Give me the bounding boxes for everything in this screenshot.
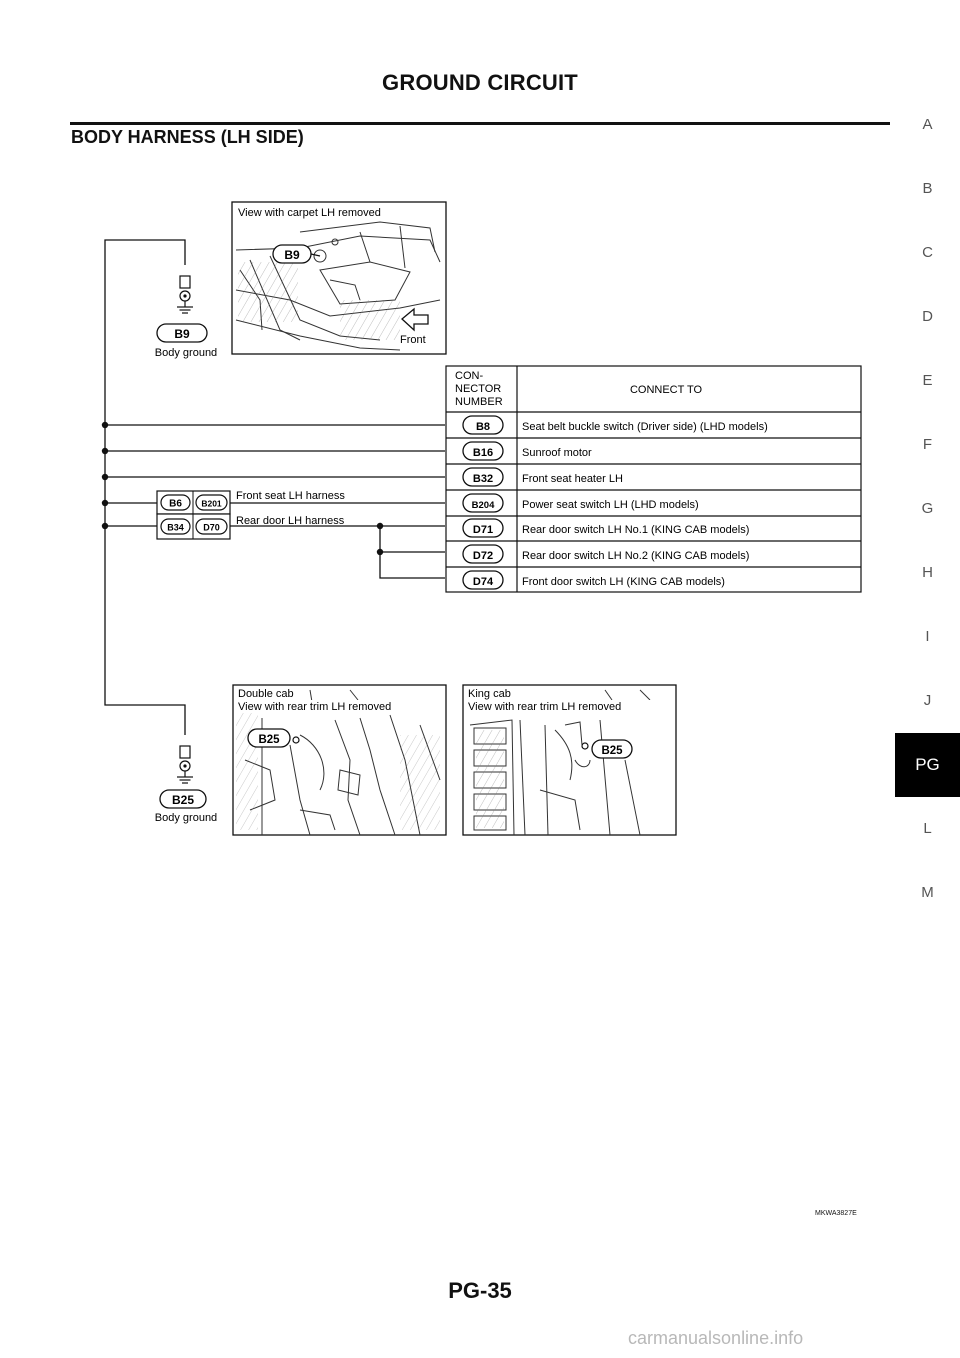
row-connector: D72: [472, 550, 494, 562]
view-connector-label: B25: [601, 745, 623, 757]
nav-item-e[interactable]: E: [922, 372, 933, 389]
harness-label: Front seat LH harness: [236, 490, 345, 502]
nav-item-i[interactable]: I: [925, 628, 930, 645]
page-number: PG-35: [448, 1278, 512, 1303]
ground-symbol-icon: [177, 276, 193, 313]
ground-label: Body ground: [154, 812, 218, 824]
table-row: [463, 442, 592, 460]
harness-left-connector: B34: [167, 522, 184, 533]
king-cab-view: [463, 685, 676, 835]
table-header: [455, 370, 703, 408]
table-row: [463, 545, 749, 563]
nav-item-m[interactable]: M: [921, 884, 934, 901]
nav-item-d[interactable]: D: [922, 308, 933, 325]
figure-id: MKWA3827E: [815, 1210, 857, 1217]
ground-connector-label: B25: [171, 793, 195, 807]
row-connect-to: Front seat heater LH: [522, 473, 623, 485]
table-header-connector-line2: NECTOR: [455, 383, 502, 395]
row-connector: B8: [475, 421, 491, 433]
ground-b9: [155, 276, 217, 359]
table-header-connector-line3: NUMBER: [455, 396, 503, 408]
harness-label: Rear door LH harness: [236, 515, 345, 527]
row-connect-to: Seat belt buckle switch (Driver side) (LHD models): [522, 421, 768, 433]
nav-item-j[interactable]: J: [923, 692, 932, 709]
view-caption: View with carpet LH removed: [238, 207, 381, 219]
row-connector: B32: [472, 473, 494, 485]
row-connect-to: Rear door switch LH No.2 (KING CAB models): [522, 550, 750, 562]
watermark[interactable]: carmanualsonline.info: [628, 1328, 804, 1348]
row-connector: D74: [472, 576, 494, 588]
table-header-connect-to: CONNECT TO: [629, 384, 703, 396]
section-title: BODY HARNESS (LH SIDE): [71, 127, 304, 147]
nav-item-a[interactable]: A: [922, 116, 933, 133]
row-connect-to: Rear door switch LH No.1 (KING CAB models): [522, 524, 750, 536]
nav-item-h[interactable]: H: [922, 564, 933, 581]
splice-dots: [102, 422, 383, 555]
view-caption: View with rear trim LH removed: [468, 701, 622, 713]
table-header-connector-line1: CON-: [455, 370, 484, 382]
table-row: [463, 571, 725, 589]
nav-item-l[interactable]: L: [923, 820, 932, 837]
row-connect-to: Sunroof motor: [522, 447, 592, 459]
nav-item-c[interactable]: C: [922, 244, 933, 261]
nav-item-g[interactable]: G: [921, 500, 934, 517]
harness-right-connector: B201: [201, 498, 222, 509]
double-cab-view: [233, 685, 446, 835]
ground-connector-label: B9: [174, 327, 190, 341]
table-row: [463, 468, 623, 486]
harness-connector-front-seat: [157, 490, 345, 514]
view-title: King cab: [468, 688, 511, 700]
view-connector-label: B9: [284, 248, 300, 262]
harness-connector-rear-door: [157, 514, 345, 539]
table-row: [463, 416, 768, 434]
nav-item-pg[interactable]: PG: [895, 733, 960, 797]
nav-item-f[interactable]: F: [922, 436, 933, 453]
page-title: GROUND CIRCUIT: [382, 70, 578, 95]
row-connect-to: Front door switch LH (KING CAB models): [522, 576, 725, 588]
front-label: Front: [400, 334, 426, 346]
view-connector-label: B25: [258, 734, 280, 746]
b9-location-view: [232, 202, 446, 354]
row-connect-to: Power seat switch LH (LHD models): [522, 499, 699, 511]
ground-symbol-icon: [177, 746, 193, 783]
harness-left-connector: B6: [169, 498, 182, 510]
view-caption: View with rear trim LH removed: [238, 701, 392, 713]
view-title: Double cab: [238, 688, 294, 700]
row-connector: D71: [472, 524, 494, 536]
row-connector: B16: [472, 447, 494, 459]
ground-label: Body ground: [154, 347, 218, 359]
harness-right-connector: D70: [203, 522, 220, 533]
table-row: [463, 519, 749, 537]
ground-b25: [155, 746, 217, 824]
row-connector: B204: [471, 500, 495, 511]
table-row: [463, 494, 699, 512]
nav-item-b[interactable]: B: [922, 180, 933, 197]
